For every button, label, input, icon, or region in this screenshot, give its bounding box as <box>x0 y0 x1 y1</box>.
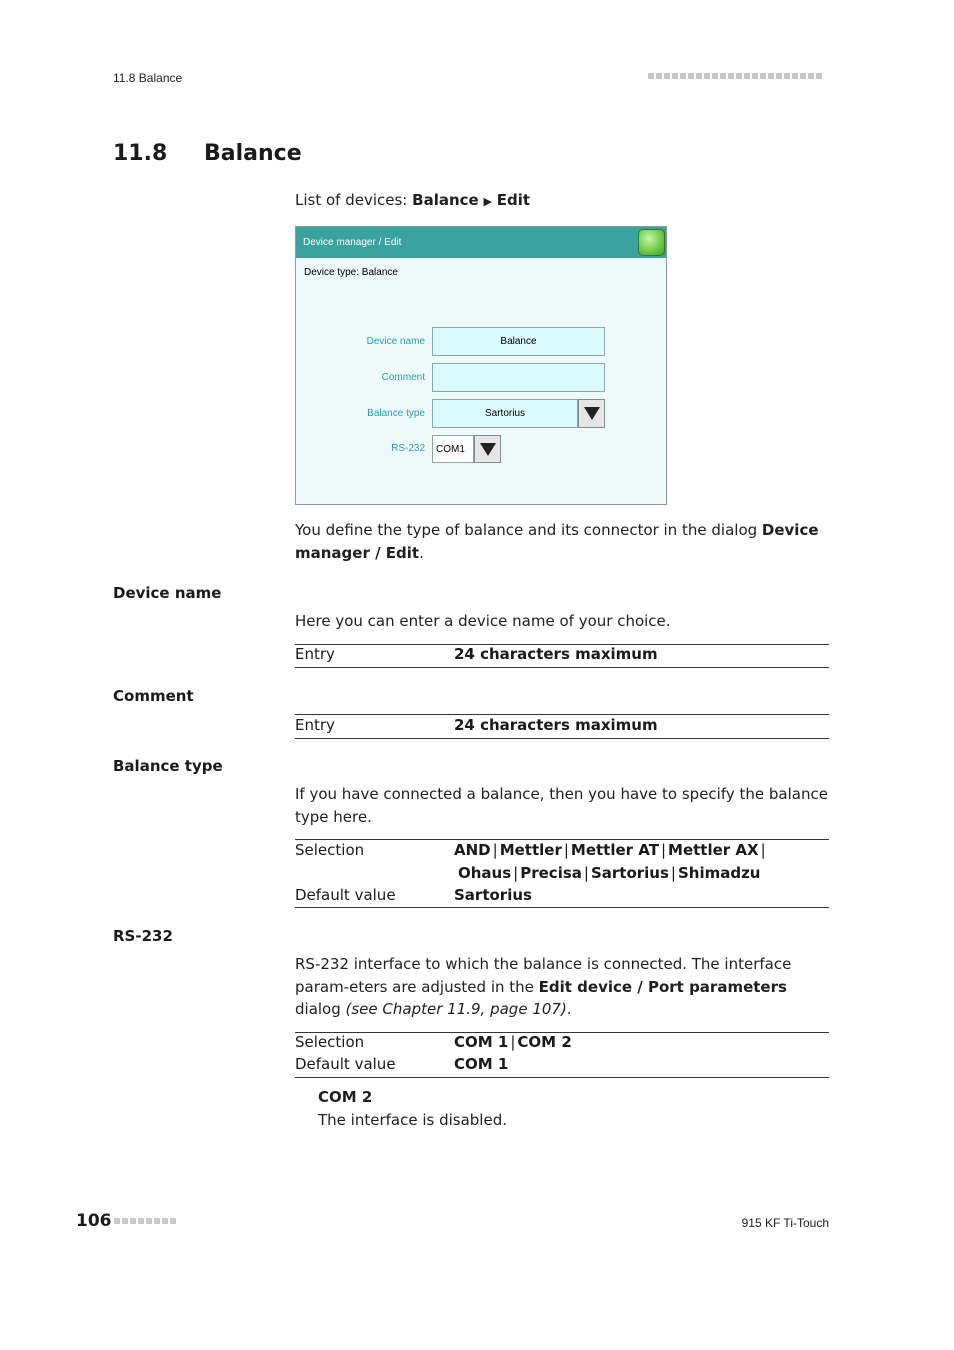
arrow-right-icon: ▶ <box>483 195 492 208</box>
chapter-title: Balance <box>204 141 302 166</box>
entry-label: Entry <box>295 645 335 663</box>
balance-type-dropdown-button[interactable] <box>578 399 605 428</box>
table-rule <box>295 667 829 668</box>
device-type-label: Device type: Balance <box>304 267 398 278</box>
rs232-dropdown-button[interactable] <box>474 435 501 463</box>
desc-end: . <box>566 1000 572 1018</box>
dialog-titlebar <box>296 227 666 258</box>
cross-reference-link[interactable]: (see Chapter 11.9, page 107) <box>345 1000 567 1018</box>
menu-path-item-2: Edit <box>496 191 531 209</box>
device-name-label: Device name <box>366 336 425 347</box>
param-desc-rs232 <box>295 953 829 1021</box>
menu-path-item-1: Balance <box>412 191 479 209</box>
param-heading-device-name: Device name <box>113 584 222 602</box>
chevron-down-icon <box>584 407 600 420</box>
option: Mettler AT <box>570 841 659 859</box>
intro-paragraph <box>295 519 829 564</box>
rs232-options: COM 1 | COM 2 <box>454 1033 572 1051</box>
menu-path <box>295 189 530 214</box>
device-name-input[interactable]: Balance <box>432 327 605 356</box>
balance-type-label: Balance type <box>367 408 425 419</box>
table-rule <box>295 738 829 739</box>
selection-label: Selection <box>295 1033 365 1051</box>
option: Sartorius <box>590 863 669 882</box>
selection-label: Selection <box>295 841 365 859</box>
intro-text: You define the type of balance and its connector in the dialog <box>295 521 762 539</box>
rs232-label: RS-232 <box>391 443 425 454</box>
note-text: The interface is disabled. <box>318 1111 507 1129</box>
chevron-down-icon <box>480 443 496 456</box>
default-value: COM 1 <box>454 1055 509 1073</box>
option: COM 2 <box>517 1033 572 1051</box>
desc-dialog-name: Edit device / Port parameters <box>538 977 787 996</box>
footer-dots <box>114 1218 176 1224</box>
balance-type-select[interactable]: Sartorius <box>432 399 578 428</box>
rs232-select[interactable]: COM1 <box>432 435 474 463</box>
default-value: Sartorius <box>454 886 532 904</box>
option: Shimadzu <box>677 863 761 882</box>
comment-label: Comment <box>381 372 425 383</box>
option: Precisa <box>520 863 582 882</box>
param-heading-balance-type: Balance type <box>113 757 223 775</box>
intro-end: . <box>419 543 424 562</box>
page-number: 106 <box>76 1211 112 1231</box>
comment-input[interactable] <box>432 363 605 392</box>
dialog-title: Device manager / Edit <box>303 237 402 248</box>
header-dots <box>648 73 822 79</box>
entry-value: 24 characters maximum <box>454 645 658 663</box>
intro-dialog-name: Device manager / Edit <box>295 521 819 562</box>
param-desc-balance-type: If you have connected a balance, then you have to specify the balance type here. <box>295 785 828 826</box>
param-heading-comment: Comment <box>113 687 194 705</box>
product-name: 915 KF Ti-Touch <box>741 1216 829 1230</box>
desc-text: RS-232 interface to which the balance is connected. The interface param-eters are adjusted in the <box>295 955 792 996</box>
chapter-number: 11.8 <box>113 141 168 166</box>
balance-type-options: AND | Mettler | Mettler AT | Mettler AX | Ohaus | Precisa | Sartorius | Shimadzu <box>454 841 766 882</box>
option: Mettler <box>499 841 562 859</box>
desc-text: dialog <box>295 1000 346 1018</box>
default-label: Default value <box>295 886 396 904</box>
menu-path-prefix: List of devices: <box>295 191 408 209</box>
param-heading-rs232: RS-232 <box>113 927 173 945</box>
default-label: Default value <box>295 1055 396 1073</box>
entry-label: Entry <box>295 716 335 734</box>
dialog-screenshot <box>295 226 667 505</box>
table-rule <box>295 907 829 908</box>
option: AND <box>454 841 491 859</box>
home-button[interactable] <box>638 229 665 256</box>
param-desc-device-name: Here you can enter a device name of your choice. <box>295 612 671 630</box>
table-rule <box>295 1077 829 1078</box>
option: Mettler AX <box>668 841 759 859</box>
running-header: 11.8 Balance <box>113 71 183 85</box>
entry-value: 24 characters maximum <box>454 716 658 734</box>
option: COM 1 <box>454 1033 509 1051</box>
option: Ohaus <box>458 863 512 882</box>
note-title: COM 2 <box>318 1088 373 1106</box>
